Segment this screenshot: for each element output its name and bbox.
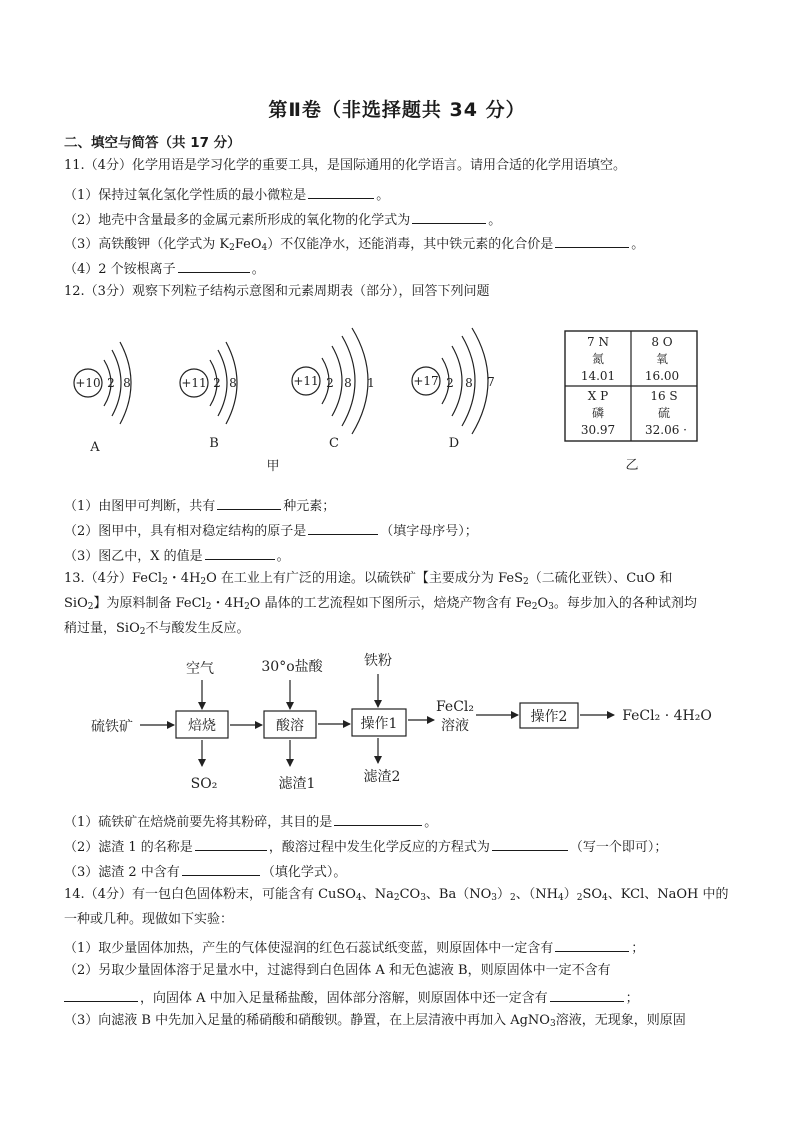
- answer-blank[interactable]: [555, 234, 629, 248]
- cell-top: X P: [587, 389, 609, 403]
- q14-part2: （2）另取少量固体溶于足量水中，过滤得到白色固体 A 和无色滤液 B，则原固体中一定不含有: [64, 963, 611, 978]
- q14-stem-line1: 14.（4分）有一包白色固体粉末，可能含有 CuSO$_4$、$Na_2CO_3$、$Ba(NO_3)_2$、$(NH_4)_2SO_4$、KCl、NaOH 中的: [64, 887, 729, 903]
- cell-top: 7 N: [587, 335, 609, 349]
- atom-letter: C: [329, 436, 339, 451]
- electron-count: 2: [326, 376, 334, 390]
- q14-stem-line2: 一种或几种。现做如下实验：: [64, 912, 234, 927]
- nucleus-charge: +17: [413, 374, 439, 388]
- cell-mass: 16.00: [644, 369, 680, 383]
- q14-part1: （1）取少量固体加热，产生的气体使湿润的红色石蕊试纸变蓝，则原固体中一定含有 ；: [64, 938, 644, 957]
- op1-label: 操作1: [360, 716, 398, 732]
- so2-label: SO₂: [190, 776, 218, 792]
- electron-count: 7: [487, 375, 495, 389]
- q13-stem-line1: 13.（4分）FeCl$_2$・$4H_2O$ 在工业上有广泛的用途。以硫铁矿【主要成分为 FeS$_2$（二硫化亚铁）、CuO 和: [64, 571, 673, 587]
- periodic-table-excerpt: [565, 331, 697, 441]
- cell-name: 磷: [591, 406, 605, 420]
- answer-blank[interactable]: [308, 185, 374, 199]
- q11-part3: （3）高铁酸钾（化学式为 $K_2FeO_4$）不仅能净水，还能消毒，其中铁元素的化合价是 。: [64, 234, 644, 253]
- residue2-label: 滤渣2: [363, 769, 401, 785]
- process-flow-diagram: [0, 640, 794, 800]
- fecl2-solution-label: 溶液: [441, 718, 469, 734]
- cell-mass: 32.06 ·: [645, 423, 687, 437]
- roast-label: 焙烧: [188, 718, 216, 734]
- atom-letter: A: [90, 440, 100, 455]
- q12-part1: （1）由图甲可判断，共有 种元素；: [64, 496, 335, 515]
- paper-title: 第Ⅱ卷（非选择题共 34 分）: [268, 99, 526, 121]
- q12-part2: （2）图甲中，具有相对稳定结构的原子是 （填字母序号）；: [64, 521, 478, 540]
- cell-name: 氧: [655, 352, 669, 366]
- electron-count: 1: [367, 376, 375, 390]
- electron-count: 8: [465, 376, 473, 390]
- answer-blank[interactable]: [550, 988, 624, 1002]
- cell-top: 16 S: [650, 389, 678, 403]
- electron-count: 8: [123, 376, 131, 390]
- answer-blank[interactable]: [555, 938, 629, 952]
- atom-letter: D: [448, 436, 460, 451]
- air-label: 空气: [186, 661, 214, 677]
- electron-count: 8: [344, 376, 352, 390]
- answer-blank[interactable]: [205, 546, 275, 560]
- q13-part2: （2）滤渣 1 的名称是 ，酸溶过程中发生化学反应的方程式为 （写一个即可）；: [64, 837, 667, 856]
- acid-label: 30°o盐酸: [261, 659, 323, 675]
- figure-label-jia: 甲: [266, 459, 280, 474]
- op2-label: 操作2: [530, 709, 568, 725]
- electron-count: 2: [446, 376, 454, 390]
- cell-top: 8 O: [651, 335, 673, 349]
- answer-blank[interactable]: [64, 988, 138, 1002]
- q13-stem-line3: 稍过量，SiO$_2$不与酸发生反应。: [64, 621, 250, 637]
- fecl2-solution-label: FeCl₂: [435, 699, 475, 715]
- answer-blank[interactable]: [492, 837, 568, 851]
- section-heading: 二、填空与简答（共 17 分）: [64, 135, 241, 151]
- cell-mass: 14.01: [580, 369, 616, 383]
- cell-mass: 30.97: [580, 423, 616, 437]
- electron-count: 2: [107, 376, 115, 390]
- q11-part4: （4）2 个铵根离子 。: [64, 259, 265, 278]
- q12-stem: 12.（3分）观察下列粒子结构示意图和元素周期表（部分），回答下列问题: [64, 284, 490, 299]
- figure-label-yi: 乙: [625, 458, 639, 473]
- electron-count: 2: [213, 376, 221, 390]
- nucleus-charge: +10: [75, 376, 101, 390]
- answer-blank[interactable]: [195, 837, 267, 851]
- atom-letter: B: [209, 436, 219, 451]
- answer-blank[interactable]: [334, 812, 422, 826]
- q13-part1: （1）硫铁矿在焙烧前要先将其粉碎，其目的是 。: [64, 812, 437, 831]
- q14-part3: （3）向滤液 B 中先加入足量的稀硝酸和硝酸钡。静置，在上层清液中再加入 AgNO$_3$溶液，无现象，则原固: [64, 1013, 686, 1029]
- answer-blank[interactable]: [412, 210, 486, 224]
- q12-part3: （3）图乙中，X 的值是 。: [64, 546, 290, 565]
- q11-stem: 11.（4分）化学用语是学习化学的重要工具，是国际通用的化学语言。请用合适的化学用语填空。: [64, 158, 626, 173]
- answer-blank[interactable]: [217, 496, 281, 510]
- nucleus-charge: +11: [181, 376, 207, 390]
- q14-part2-continued: ，向固体 A 中加入足量稀盐酸，固体部分溶解，则原固体中还一定含有 ；: [64, 988, 639, 1007]
- q13-stem-line2: SiO$_2$】为原料制备 FeCl$_2$・$4H_2O$ 晶体的工艺流程如下图所示，焙烧产物含有 $Fe_2O_3$。每步加入的各种试剂均: [64, 596, 697, 612]
- q11-part2: （2）地壳中含量最多的金属元素所形成的氧化物的化学式为 。: [64, 210, 501, 229]
- nucleus-charge: +11: [293, 374, 319, 388]
- residue1-label: 滤渣1: [278, 776, 316, 792]
- cell-name: 硫: [657, 406, 671, 420]
- answer-blank[interactable]: [178, 259, 250, 273]
- cell-name: 氮: [591, 352, 605, 366]
- q13-part3: （3）滤渣 2 中含有 （填化学式）。: [64, 862, 346, 881]
- product-label: FeCl₂ · 4H₂O: [622, 708, 712, 724]
- q11-part1: （1）保持过氧化氢化学性质的最小微粒是 。: [64, 185, 389, 204]
- iron-powder-label: 铁粉: [364, 653, 392, 669]
- answer-blank[interactable]: [308, 521, 378, 535]
- raw-material-label: 硫铁矿: [91, 719, 133, 735]
- electron-count: 8: [229, 376, 237, 390]
- answer-blank[interactable]: [182, 862, 260, 876]
- particle-diagrams: [0, 320, 794, 480]
- dissolve-label: 酸溶: [276, 718, 304, 734]
